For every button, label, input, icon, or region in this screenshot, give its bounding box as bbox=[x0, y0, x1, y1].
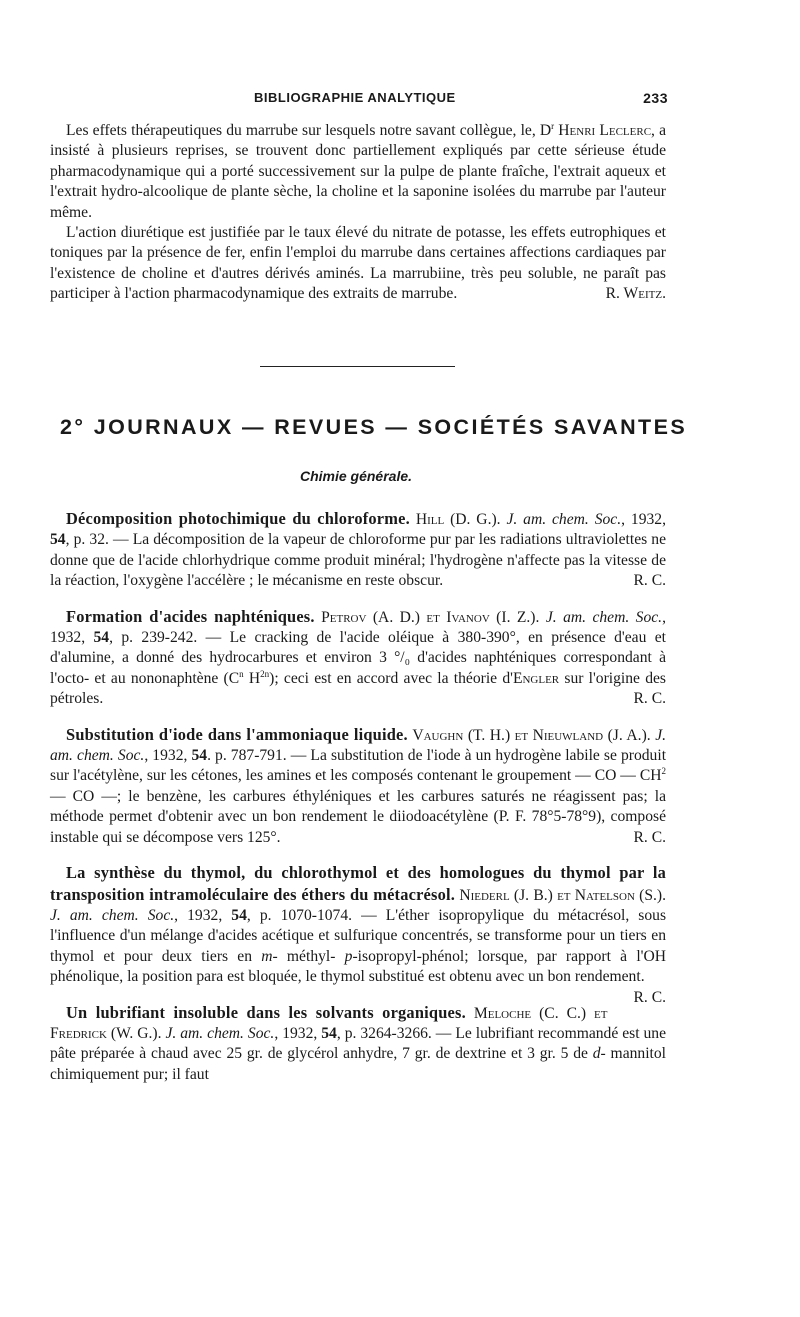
journal-volume: 54 bbox=[50, 531, 66, 549]
article-title: Décomposition photochimique du chloroforme. bbox=[66, 509, 410, 528]
article-title: La synthèse du thymol, du chlorothymol et des homologues du thymol par la transposition intramoléculaire des éthers du métacrésol. bbox=[50, 863, 666, 904]
article-body: - méthyl- bbox=[272, 947, 345, 965]
author-name: Engler bbox=[512, 669, 560, 687]
article-title: Substitution d'iode dans l'ammoniaque liquide. bbox=[66, 724, 408, 744]
signature: R. C. bbox=[633, 690, 666, 708]
continuation-text bbox=[50, 121, 666, 305]
article-entry bbox=[50, 863, 667, 1006]
article-body: L'éther isopropylique du métacrésol, sous l'influence d'un mélange d'acides acétique et sulfurique concentrés, se transforme pour un tiers en thymol et pour deux tiers en bbox=[50, 906, 667, 965]
reference-text: , p. 32. — bbox=[65, 531, 133, 549]
article-title: Formation d'acides naphténiques. bbox=[66, 606, 315, 626]
journal-name: J. am. chem. Soc. bbox=[545, 608, 663, 626]
reference-text: , p. 1070-1074. — bbox=[246, 906, 386, 924]
section-title: 2° JOURNAUX — REVUES — SOCIÉTÉS SAVANTES bbox=[60, 415, 688, 439]
page-number: 233 bbox=[643, 90, 668, 106]
article-body: -isopropyl-phénol; lorsque, par rapport à l'OH phénolique, la position para est bloquée, le thymol substitué est obtenu avec un bon rendement. bbox=[50, 947, 666, 986]
superscript: r bbox=[551, 120, 555, 131]
article-authors: Meloche (C. C.) et Fredrick (W. G.). bbox=[50, 1004, 608, 1042]
reference-text: . p. 787-791. — bbox=[207, 747, 311, 765]
article-entry bbox=[50, 1003, 666, 1086]
section-divider bbox=[260, 366, 455, 367]
article-entry bbox=[50, 607, 666, 710]
article-title: Un lubrifiant insoluble dans les solvants organiques. bbox=[66, 1002, 466, 1022]
subsection-title: Chimie générale. bbox=[299, 468, 413, 484]
reference-text: , 1932, bbox=[50, 608, 666, 647]
article-body: ); ceci est en accord avec la théorie d' bbox=[269, 669, 513, 687]
author-name: Henri Leclerc bbox=[558, 122, 652, 139]
signature: R. Weitz. bbox=[605, 285, 666, 303]
journal-volume: 54 bbox=[231, 906, 247, 924]
reference-text: , p. 3264-3266. — bbox=[336, 1024, 456, 1042]
superscript: 2n bbox=[260, 668, 270, 679]
article-body: H bbox=[243, 669, 261, 687]
article-entry bbox=[50, 509, 666, 592]
article-body: - mannitol chimiquement pur; il faut bbox=[50, 1045, 667, 1083]
article-authors: Niederl (J. B.) et Natelson (S.). bbox=[459, 886, 667, 904]
reference-text: , 1932, bbox=[274, 1024, 322, 1042]
paragraph bbox=[50, 223, 666, 305]
journal-volume: 54 bbox=[93, 629, 110, 647]
paragraph-text: Les effets thérapeutiques du marrube sur lesquels notre savant collègue, le, D bbox=[66, 122, 552, 139]
articles-list bbox=[50, 509, 666, 1100]
article-body: La substitution de l'iode à un hydrogène labile se produit sur l'acétylène, sur les cétones, les amines et les composés contenant le groupement — CO — CH bbox=[50, 747, 667, 785]
italic-text: d bbox=[592, 1045, 601, 1063]
signature: R. C. bbox=[633, 828, 666, 846]
reference-text: , p. 239-242. — bbox=[109, 629, 230, 647]
journal-name: J. am. chem. Soc. bbox=[50, 726, 667, 765]
paragraph-text: , a insisté à plusieurs reprises, se trouvent donc partiellement expliqués par cette sérieuse étude pharmacodynamique qui a porté successivement sur la pulpe de plante fraîche, l'extrait aqueux et l'extrait hydro-alcoolique de plante sèche, la choline et la saponine isolées du marrube par l'auteur même. bbox=[50, 122, 667, 221]
reference-text: , 1932, bbox=[174, 906, 232, 924]
superscript: 2 bbox=[661, 766, 666, 777]
article-body: La décomposition de la vapeur de chloroforme pur par les radiations ultraviolettes ne donne que de l'acide chlorhydrique comme produit minéral; l'hydrogène n'affecte pas la vitesse de la réaction, l'oxygène l'accélère ; le mécanisme en reste obscur. bbox=[50, 531, 666, 590]
italic-text: p bbox=[344, 947, 353, 965]
paragraph-text: L'action diurétique est justifiée par le taux élevé du nitrate de potasse, les effets eutrophiques et toniques par la présence de fer, enfin l'emploi du marrube dans certaines affections cardiaques par l'existence de choline et d'autres dérivés aminés. La marrubiine, très peu soluble, ne paraît pas participer à l'action pharmacodynamique des extraits de marrube. bbox=[50, 224, 666, 303]
signature: R. C. bbox=[633, 572, 666, 590]
article-entry bbox=[50, 725, 666, 848]
journal-volume: 54 bbox=[191, 747, 208, 765]
article-authors: Vaughn (T. H.) et Nieuwland (J. A.). bbox=[412, 726, 651, 744]
superscript: n bbox=[239, 668, 244, 679]
journal-name: J. am. chem. Soc. bbox=[50, 906, 175, 924]
article-body: sur l'origine des pétroles. bbox=[50, 669, 666, 708]
signature: R. C. bbox=[633, 988, 666, 1006]
italic-text: m bbox=[261, 947, 273, 965]
paragraph bbox=[50, 121, 666, 223]
article-body: — CO —; le benzène, les carbures éthyléniques et les carbures saturés ne réagissent pas; la méthode permet d'obtenir avec un bon rendement le diiodoacétylène (P. F. 78°5-78°9), composé instable qui se décompose vers 125°. bbox=[50, 787, 666, 846]
reference-text: , 1932, bbox=[144, 747, 192, 765]
article-body: Le lubrifiant recommandé est une pâte préparée à chaud avec 25 gr. de glycérol anhydre, 7 gr. de dextrine et 3 gr. 5 de bbox=[50, 1024, 667, 1063]
article-authors: Hill (D. G.). bbox=[415, 511, 501, 528]
journal-name: J. am. chem. Soc. bbox=[506, 511, 622, 528]
article-body: Le cracking de l'acide oléique à 380-390°, en présence d'eau et d'alumine, a donné des hydrocarbures et environ 3 °/₀ d'acides naphténiques correspondant à l'octo- et au nononaphtène (C bbox=[50, 629, 666, 687]
page-header bbox=[64, 86, 668, 108]
journal-volume: 54 bbox=[321, 1024, 337, 1042]
article-authors: Petrov (A. D.) et Ivanov (I. Z.). bbox=[321, 608, 540, 626]
running-title: BIBLIOGRAPHIE ANALYTIQUE bbox=[254, 90, 456, 105]
reference-text: , 1932, bbox=[621, 511, 666, 528]
journal-name: J. am. chem. Soc. bbox=[165, 1024, 275, 1042]
